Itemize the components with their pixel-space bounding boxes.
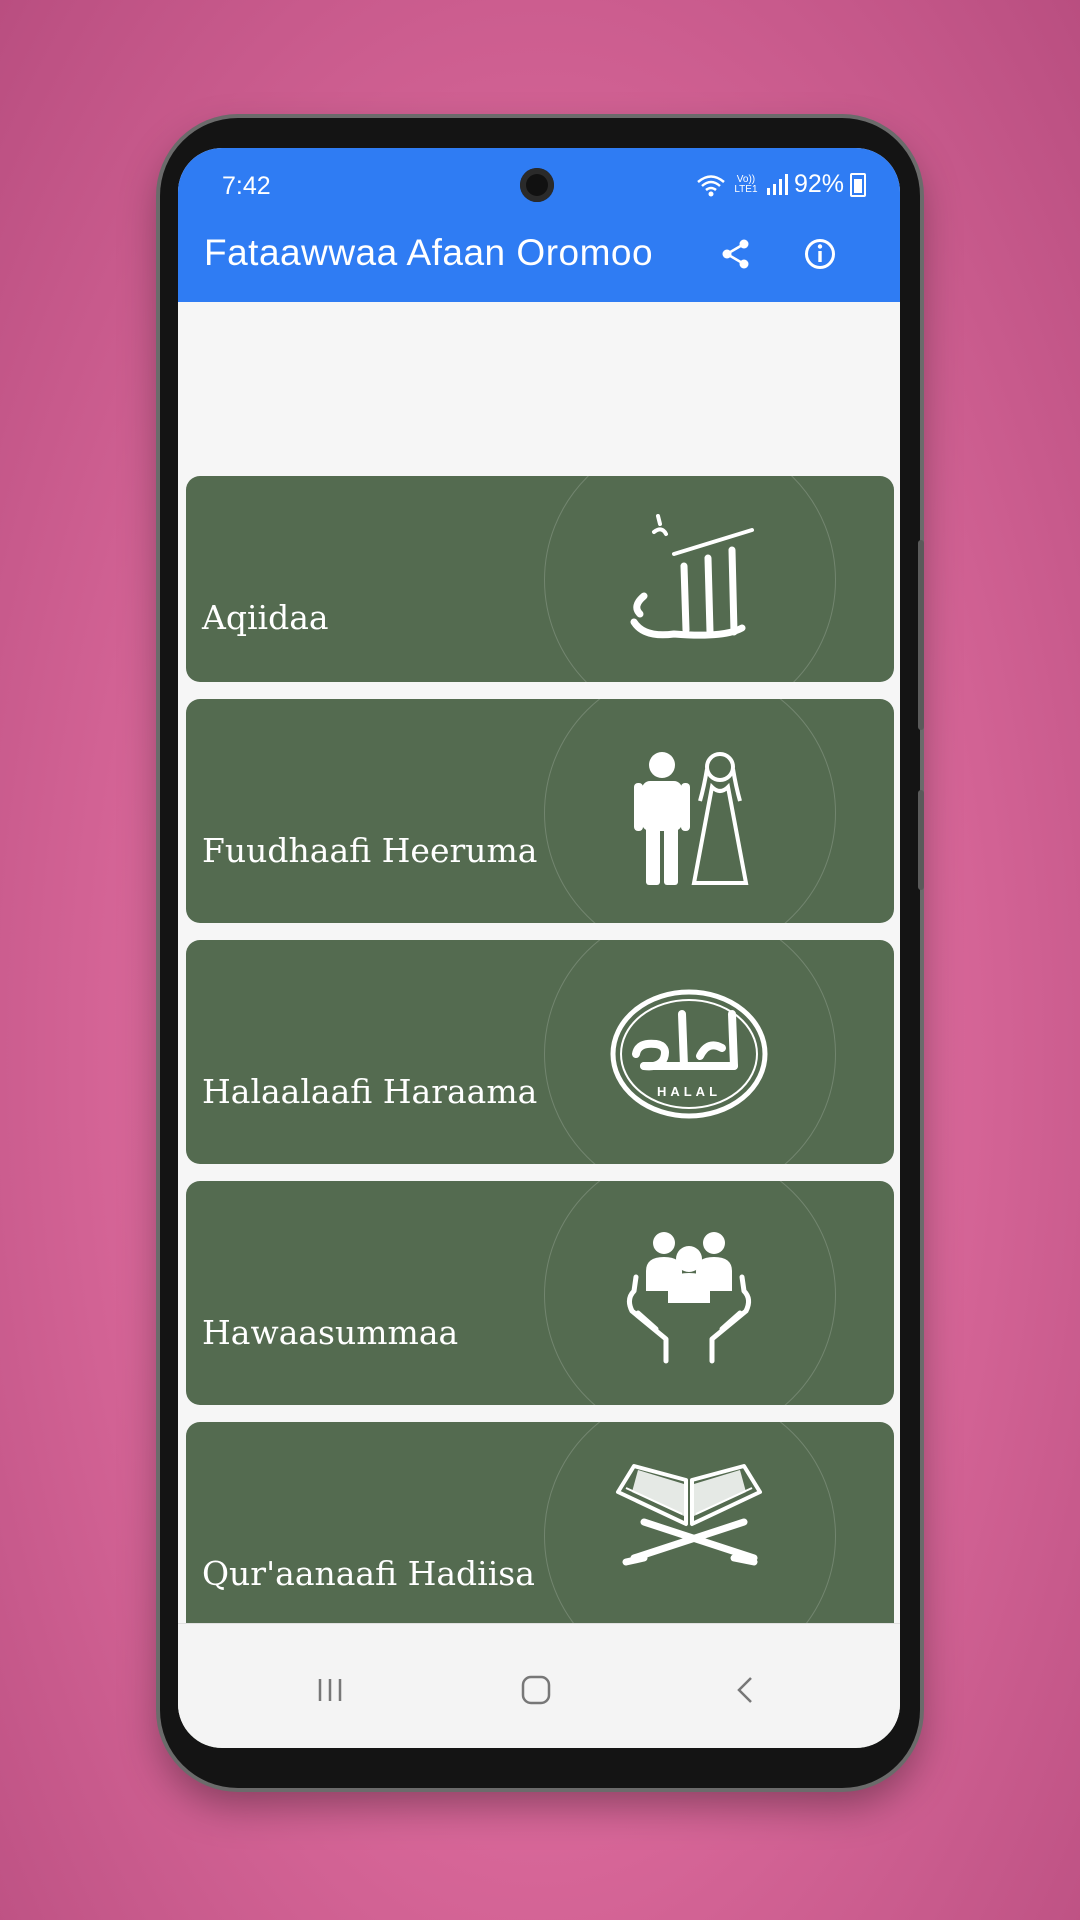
halal-icon [604,984,774,1124]
category-list[interactable] [178,302,900,1748]
battery-percent: 92% [793,170,844,198]
battery-icon [850,173,866,197]
category-label: Hawaasummaa [202,1313,459,1352]
recents-button[interactable] [300,1660,360,1720]
bride-groom-icon [604,747,774,887]
share-button[interactable] [710,228,762,280]
category-card-hawaasummaa[interactable] [186,1181,894,1405]
volte-icon: Vo)) LTE1 [734,173,758,195]
back-button[interactable] [716,1660,776,1720]
category-card-halaalaafi-haraama[interactable] [186,940,894,1164]
back-icon [731,1675,761,1705]
recents-icon [315,1675,345,1705]
category-label: Aqiidaa [202,598,329,637]
app-title: Fataawwaa Afaan Oromoo [204,232,654,273]
status-bar [178,148,900,206]
community-hands-icon [604,1229,774,1369]
system-nav-bar [178,1623,900,1748]
status-icons [696,170,866,199]
home-icon [520,1674,552,1706]
allah-calligraphy-icon [604,510,774,650]
volume-button [918,540,924,730]
info-icon [803,237,837,271]
app-bar [178,206,900,302]
info-button[interactable] [794,228,846,280]
share-icon [719,237,753,271]
status-time: 7:42 [222,172,271,200]
power-button [918,790,924,890]
screen [178,148,900,1748]
svg-text:HALAL: HALAL [656,1084,722,1099]
category-label: Halaalaafi Haraama [202,1072,538,1111]
category-card-fuudhaafi-heeruma[interactable] [186,699,894,923]
quran-stand-icon [604,1462,774,1602]
category-label: Fuudhaafi Heeruma [202,831,538,870]
home-button[interactable] [506,1660,566,1720]
category-card-aqiidaa[interactable] [186,476,894,682]
category-label: Qur'aanaafi Hadiisa [202,1554,535,1593]
wifi-icon [696,173,726,197]
camera-cutout [520,168,554,202]
signal-icon [766,174,788,196]
category-card-quraanaafi-hadiisa[interactable] [186,1422,894,1646]
